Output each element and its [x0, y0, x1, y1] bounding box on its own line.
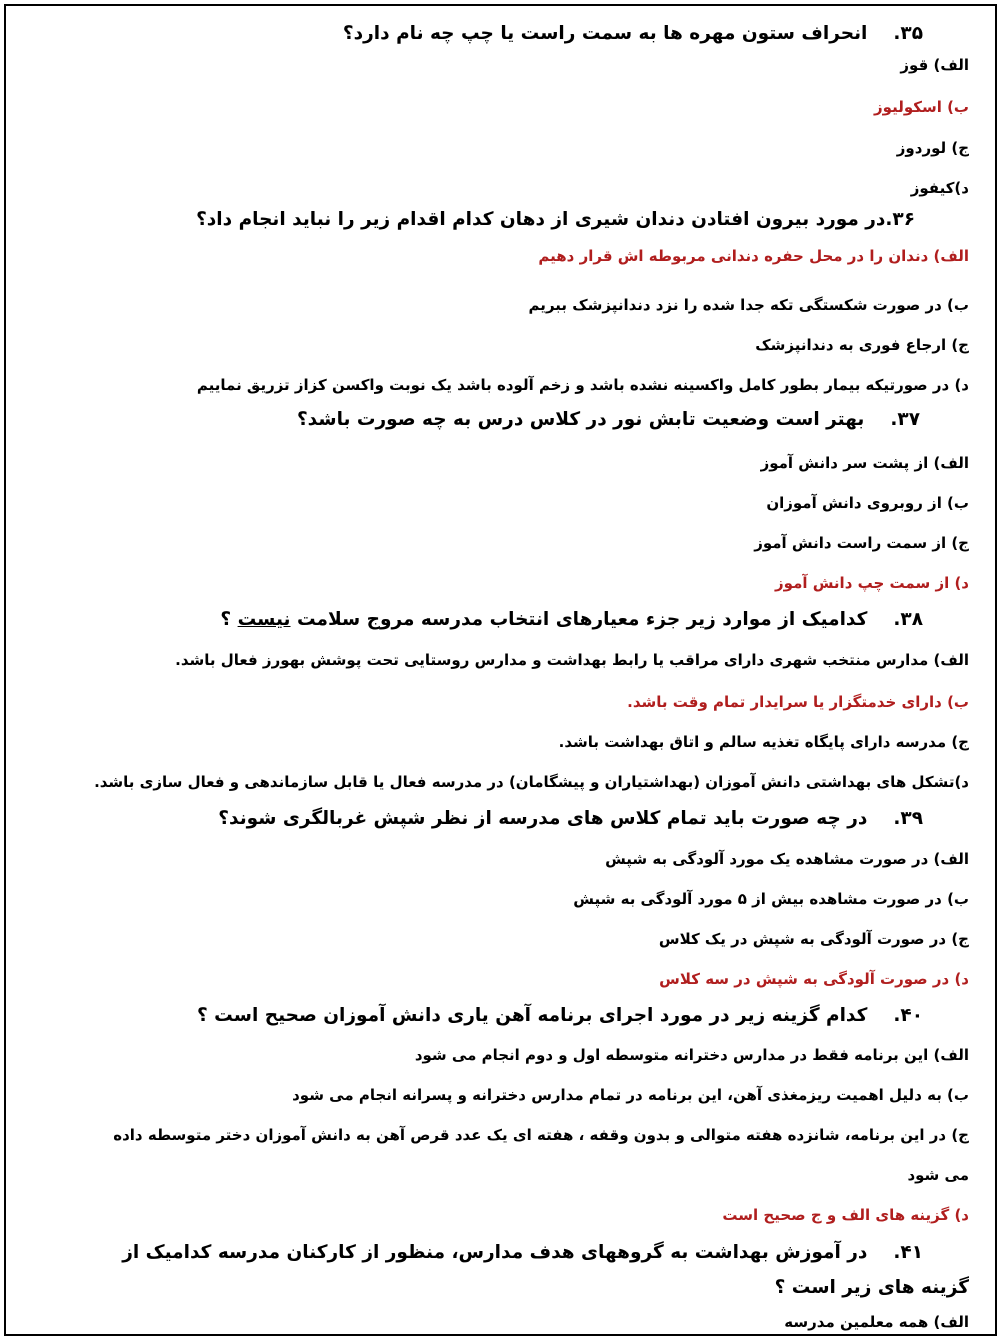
question-emphasis: نیست — [237, 609, 291, 630]
question-40 — [18, 1002, 923, 1030]
option: ج) در صورت آلودگی به شپش در یک کلاس — [658, 930, 969, 948]
option: الف) قوز — [900, 56, 969, 74]
question-text-end: ؟ — [220, 609, 238, 630]
question-text: بهتر است وضعیت تابش نور در کلاس درس به چه صورت باشد؟ — [296, 409, 865, 430]
option-continuation: می شود — [907, 1166, 969, 1184]
option-correct: ب) اسکولیوز — [874, 98, 969, 116]
option: ب) در صورت مشاهده بیش از ۵ مورد آلودگی به شپش — [573, 890, 969, 908]
option-correct: ب) دارای خدمتگزار یا سرایدار تمام وقت باشد. — [627, 693, 969, 711]
question-38 — [18, 606, 923, 634]
question-text: کدام گزینه زیر در مورد اجرای برنامه آهن یاری دانش آموزان صحیح است ؟ — [197, 1005, 868, 1026]
question-number: ۳۶. — [885, 209, 915, 230]
option: ج) مدرسه دارای پایگاه تغذیه سالم و اتاق بهداشت باشد. — [558, 733, 969, 751]
question-text: انحراف ستون مهره ها به سمت راست یا چپ چه نام دارد؟ — [342, 23, 868, 44]
option-correct: الف) دندان را در محل حفره دندانی مربوطه اش قرار دهیم — [538, 247, 969, 265]
question-41 — [18, 1239, 923, 1267]
option: ب) از روبروی دانش آموزان — [766, 494, 969, 512]
option: الف) این برنامه فقط در مدارس دخترانه متوسطه اول و دوم انجام می شود — [414, 1046, 969, 1064]
question-number: ۳۸. — [893, 609, 923, 630]
option: د)تشکل های بهداشتی دانش آموزان (بهداشتیاران و پیشگامان) در مدرسه فعال یا قابل سازماندهی و فعال سازی باشد. — [94, 773, 969, 791]
option: ج) در این برنامه، شانزده هفته متوالی و بدون وقفه ، هفته ای یک عدد قرص آهن به دانش آموزان دختر متوسطه داده — [113, 1126, 969, 1144]
option: الف) مدارس منتخب شهری دارای مراقب یا رابط بهداشت و مدارس روستایی تحت پوشش بهورز فعال باشد. — [175, 651, 969, 669]
question-text: در آموزش بهداشت به گروههای هدف مدارس، منظور از کارکنان مدرسه کدامیک از — [122, 1242, 868, 1263]
question-39 — [18, 805, 923, 833]
question-36 — [18, 206, 915, 234]
question-text: کدامیک از موارد زیر جزء معیارهای انتخاب مدرسه مروج سلامت — [296, 609, 868, 630]
question-35 — [18, 20, 923, 48]
question-number: ۳۵. — [893, 23, 923, 44]
question-number: ۳۹. — [893, 808, 923, 829]
option: د) در صورتیکه بیمار بطور کامل واکسینه نشده باشد و زخم آلوده باشد یک نوبت واکسن کزاز تزریق نماییم — [196, 376, 969, 394]
option: ب) در صورت شکستگی تکه جدا شده را نزد دندانپزشک ببریم — [528, 296, 969, 314]
option-correct: د) از سمت چپ دانش آموز — [775, 574, 969, 592]
option: ج) لوردوز — [896, 139, 969, 157]
option-correct: د) در صورت آلودگی به شپش در سه کلاس — [659, 970, 969, 988]
question-number: ۳۷. — [890, 409, 920, 430]
option: الف) همه معلمین مدرسه — [784, 1313, 969, 1331]
option: ج) از سمت راست دانش آموز — [754, 534, 969, 552]
option: ج) ارجاع فوری به دندانپزشک — [755, 336, 969, 354]
question-number: ۴۰. — [893, 1005, 923, 1026]
exam-page — [4, 4, 997, 1336]
question-number: ۴۱. — [893, 1242, 923, 1263]
option: الف) در صورت مشاهده یک مورد آلودگی به شپش — [605, 850, 969, 868]
option-correct: د) گزینه های الف و ج صحیح است — [722, 1206, 969, 1224]
option: ب) به دلیل اهمیت ریزمغذی آهن، این برنامه در تمام مدارس دخترانه و پسرانه انجام می شود — [292, 1086, 969, 1104]
question-text: در مورد بیرون افتادن دندان شیری از دهان کدام اقدام زیر را نباید انجام داد؟ — [196, 209, 886, 230]
option: الف) از پشت سر دانش آموز — [760, 454, 969, 472]
question-41-continuation: گزینه های زیر است ؟ — [774, 1277, 969, 1298]
question-text: در چه صورت باید تمام کلاس های مدرسه از نظر شپش غربالگری شوند؟ — [218, 808, 868, 829]
question-37 — [18, 406, 920, 434]
option: د)کیفوز — [910, 179, 969, 197]
